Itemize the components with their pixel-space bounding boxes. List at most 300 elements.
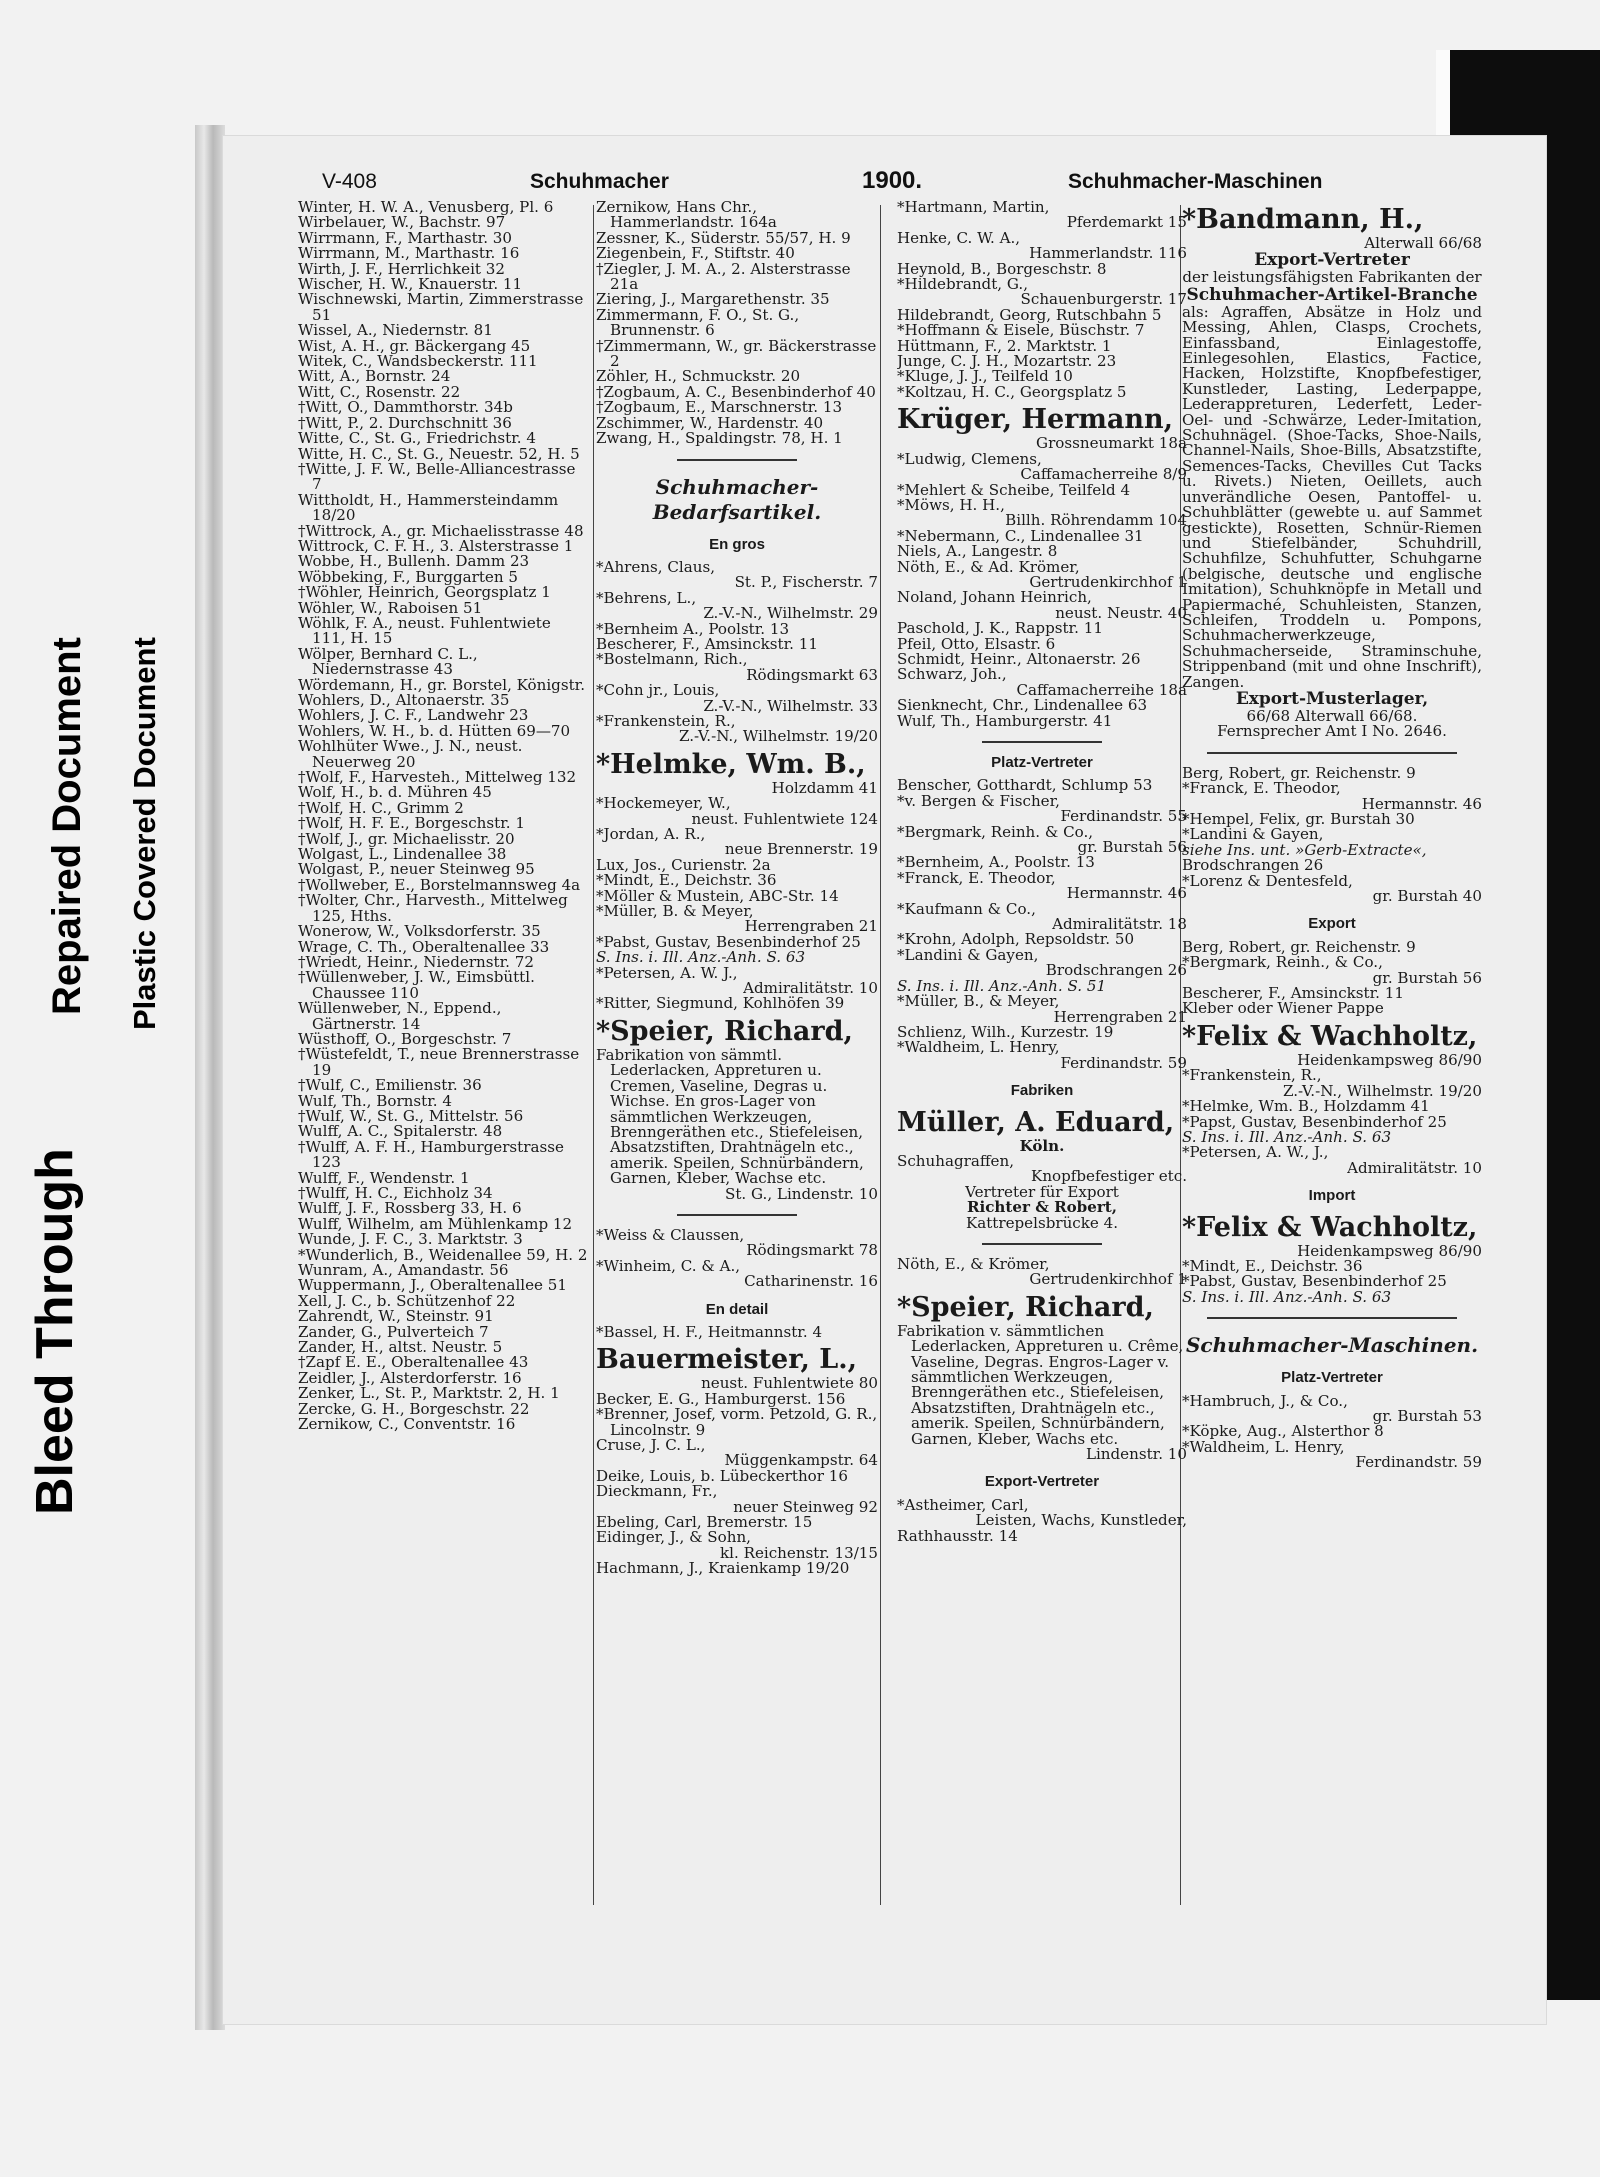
directory-entry: †Wolter, Chr., Harvesth., Mittelweg 125, Hths. — [298, 893, 568, 925]
column-divider — [880, 205, 881, 1905]
entry-address: Gertrudenkirchhof 1 — [1029, 1270, 1187, 1288]
entry-address: Admiralitätstr. 18 — [1052, 915, 1187, 933]
entry-name: Nöth, E., & Ad. Krömer, — [897, 559, 1080, 576]
subheading-export-vertreter: Export-Vertreter — [984, 1473, 1100, 1491]
entry-list — [1182, 940, 1482, 1017]
directory-entry: Wördemann, H., gr. Borstel, Königstr. — [298, 677, 586, 693]
entry-name: *Waldheim, L. Henry, — [1182, 1439, 1345, 1456]
directory-entry: Zimmermann, F. O., St. G., Brunnenstr. 6 — [596, 307, 800, 339]
entry-name: *Frankenstein, R., — [596, 713, 736, 730]
directory-entry: Berg, Robert, gr. Reichenstr. 9 — [1182, 939, 1416, 956]
firm-description: Schuhagraffen, — [897, 1153, 1015, 1170]
directory-entry: Pfeil, Otto, Elsastr. 6 — [897, 636, 1056, 652]
entry-address: Catharinenstr. 16 — [744, 1272, 878, 1290]
directory-entry: Wulf, Th., Bornstr. 4 — [298, 1093, 452, 1109]
directory-entry: Ebeling, Carl, Bremerstr. 15 — [596, 1515, 813, 1531]
directory-entry — [897, 948, 1187, 979]
entry-name: *Bergmark, Reinh., & Co., — [1182, 955, 1383, 972]
entry-list — [596, 796, 878, 1012]
directory-entry: †Zogbaum, A. C., Besenbinderhof 40 — [596, 384, 876, 401]
label-repaired-document: Repaired Document — [45, 637, 89, 1015]
directory-entry: †Witt, P., 2. Durchschnitt 36 — [298, 415, 512, 432]
entry-address: Z.-V.-N., Wilhelmstr. 29 — [703, 604, 878, 622]
directory-entry: †Wolf, F., Harvesteh., Mittelweg 132 — [298, 770, 577, 786]
entry-address: Müggenkampstr. 64 — [724, 1451, 878, 1469]
column-2 — [596, 200, 878, 1577]
directory-entry — [897, 902, 1187, 933]
entry-address: Z.-V.-N., Wilhelmstr. 19/20 — [679, 727, 878, 745]
directory-entry: Wuppermann, J., Oberaltenallee 51 — [298, 1278, 567, 1294]
entry-address: Hermannstr. 46 — [1066, 884, 1187, 902]
entry-address: Gertrudenkirchhof 1 — [1029, 572, 1187, 591]
directory-entry: Wist, A. H., gr. Bäckergang 45 — [298, 338, 531, 355]
entry-address: Caffamacherreihe 8/9 — [1020, 465, 1187, 483]
directory-entry — [897, 200, 1187, 231]
directory-entry: Witt, C., Rosenstr. 22 — [298, 384, 461, 401]
firm-city: Köln. — [1019, 1136, 1065, 1155]
directory-entry: siehe Ins. unt. »Gerb-Extracte«, — [1182, 842, 1427, 859]
entry-name: *Petersen, A. W., J., — [1182, 1145, 1329, 1162]
divider-rule — [1207, 1317, 1457, 1319]
directory-entry: *Hempel, Felix, gr. Burstah 30 — [1182, 812, 1415, 828]
directory-entry — [1182, 1068, 1482, 1099]
entry-name: *Kaufmann & Co., — [897, 901, 1036, 918]
directory-entry: Wunram, A., Amandastr. 56 — [298, 1263, 509, 1279]
entry-address: neust. Fuhlentwiete 124 — [691, 809, 878, 827]
directory-entry: †Wolf, H. C., Grimm 2 — [298, 800, 464, 817]
directory-entry — [897, 871, 1187, 902]
directory-entry: Wittrock, C. F. H., 3. Alsterstrasse 1 — [298, 538, 574, 555]
directory-entry: Becker, E. G., Hamburgerst. 156 — [596, 1391, 846, 1408]
firm-heading: Export-Vertreter — [1254, 250, 1410, 271]
divider-rule — [1207, 752, 1457, 754]
firm-name-bauermeister: Bauermeister, L., — [596, 1344, 858, 1376]
entry-address: Herrengraben 21 — [744, 917, 878, 935]
entry-address: Admiralitätstr. 10 — [1347, 1158, 1482, 1177]
firm-name-speier: *Speier, Richard, — [596, 1015, 853, 1047]
directory-entry — [596, 1259, 878, 1290]
entry-address: St. P., Fischerstr. 7 — [734, 573, 878, 591]
directory-entry — [897, 1040, 1187, 1071]
directory-entry: Wohlhüter Wwe., J. N., neust. Neuerweg 20 — [298, 739, 523, 771]
directory-entry: Deike, Louis, b. Lübeckerthor 16 — [596, 1468, 848, 1485]
directory-entry: Wohlers, W. H., b. d. Hütten 69—70 — [298, 723, 571, 740]
entry-name: *Landini & Gayen, — [897, 947, 1039, 964]
directory-entry: Brodschrangen 26 — [1182, 858, 1324, 874]
directory-entry — [596, 1484, 878, 1515]
directory-entry — [596, 683, 878, 714]
column-4 — [1182, 200, 1482, 1471]
directory-entry: †Witte, J. F. W., Belle-Alliancestrasse 7 — [298, 461, 576, 493]
entry-address: Caffamacherreihe 18a — [1016, 680, 1187, 699]
entry-address: gr. Burstah 56 — [1372, 968, 1482, 987]
directory-entry: Ziering, J., Margarethenstr. 35 — [596, 292, 830, 308]
entry-name: *Müller, B. & Meyer, — [596, 904, 754, 921]
directory-entry: S. Ins. i. Ill. Anz.-Anh. S. 63 — [596, 950, 806, 966]
entry-address: gr. Burstah 56 — [1077, 838, 1187, 856]
directory-entry: Hildebrandt, Georg, Rutschbahn 5 — [897, 307, 1162, 324]
directory-entry: †Ziegler, J. M. A., 2. Alsterstrasse 21a — [596, 261, 851, 293]
entry-address: Z.-V.-N., Wilhelmstr. 19/20 — [1283, 1081, 1482, 1100]
directory-entry: Ziegenbein, F., Stiftstr. 40 — [596, 246, 795, 262]
directory-entry: Berg, Robert, gr. Reichenstr. 9 — [1182, 765, 1416, 782]
subheading-en-gros: En gros — [709, 535, 765, 553]
entry-name: Noland, Johann Heinrich, — [897, 590, 1092, 607]
entry-name: *Astheimer, Carl, — [897, 1497, 1029, 1514]
firm-name-felix: *Felix & Wachholtz, — [1182, 1211, 1478, 1243]
directory-entry: *Bernheim, A., Poolstr. 13 — [897, 855, 1095, 871]
directory-entry: Wirrmann, F., Marthastr. 30 — [298, 230, 512, 247]
entry-list — [897, 778, 1187, 1071]
directory-entry: Wüllenweber, N., Eppend., Gärtnerstr. 14 — [298, 1001, 502, 1032]
subheading-platz-vertreter: Platz-Vertreter — [1281, 1369, 1383, 1387]
directory-entry: *Hoffmann & Eisele, Büschstr. 7 — [897, 323, 1145, 339]
section-title-right: Schuhmacher-Maschinen — [1068, 170, 1323, 193]
directory-entry: *Bassel, H. F., Heitmannstr. 4 — [596, 1324, 823, 1341]
directory-entry: Wüsthoff, O., Borgeschstr. 7 — [298, 1031, 512, 1048]
directory-entry — [1182, 1394, 1482, 1425]
entry-name: *Waldheim, L. Henry, — [897, 1040, 1060, 1057]
firm-name-krueger: Krüger, Hermann, — [897, 404, 1174, 436]
firm-description: als: Agraffen, Absätze in Holz und Messing, Ahlen, Clasps, Crochets, Einfassband, Einlagestoffe, Einlegesohlen, Elastics, Factice, Hacken, Holzstifte, Knopfbefestiger, Kunstleder, Lasting, Lederpappe, Lederappreturen, Lederfett, Leder-Oel- und -Schwärze, Leder-Imitation, Schuhnägel. (Shoe-Tacks, Shoe-Nails, Channel-Nails, Shoe-Bills, Absatzstifte, Semences-Tacks, Chevilles Cut Tacks u. Rivets.) Nieten, Oeillets, auch unverändliche Oesen, Pantoffel- u. Schuhblätter (gewebte u. auf Sammet gestickte), Rosetten, Schnür-Riemen und Stiefelbänder, Schuhdrill, Schuhfilze, Schuhfutter, Schuhgarne (belgische, deutsche und englische Imitation), Schuhknöpfe in Metall und Papiermaché, Schuhleisten, Stanzen, Schleifen, Troddeln u. Pompons, Schuhmacherwerkzeuge, Schuhmacherseide, Straminschuhe, Strippenband (mit und ohne Inschrift), Zangen. — [1182, 304, 1482, 690]
directory-entry: Wittholdt, H., Hammersteindamm 18/20 — [298, 492, 559, 524]
entry-list — [897, 452, 1187, 729]
directory-entry: *Mindt, E., Deichstr. 36 — [596, 873, 777, 889]
directory-entry: Wunde, J. F. C., 3. Marktstr. 3 — [298, 1232, 523, 1248]
directory-entry: Zöhler, H., Schmuckstr. 20 — [596, 369, 801, 385]
directory-entry: Lux, Jos., Curienstr. 2a — [596, 857, 771, 874]
directory-entry: Wissel, A., Niedernstr. 81 — [298, 323, 493, 339]
firm-address: Heidenkampsweg 86/90 — [1297, 1052, 1482, 1069]
directory-entry: Wulff, J. F., Rossberg 33, H. 6 — [298, 1201, 522, 1217]
firm-name-speier: *Speier, Richard, — [897, 1291, 1154, 1323]
firm-description: Fabrikation von sämmtl. Lederlacken, Appreturen u. Cremen, Vaseline, Degras u. Wichse. En gros-Lager von sämmtlichen Werkzeugen, Brenngeräthen etc., Stiefeleisen, Absatzstiften, Drahtnägeln etc., amerik. Speilen, Schnürbändern, Garnen, Kleber, Wachse etc. — [596, 1047, 864, 1187]
entry-list — [897, 200, 1187, 400]
entry-address: Brodschrangen 26 — [1045, 961, 1187, 979]
directory-entry: Wolf, H., b. d. Mühren 45 — [298, 785, 492, 801]
heading-maschinen: Schuhmacher-Maschinen. — [1185, 1333, 1479, 1358]
directory-entry — [897, 825, 1187, 856]
directory-entry: Sienknecht, Chr., Lindenallee 63 — [897, 698, 1148, 714]
directory-entry: Wirrmann, M., Marthastr. 16 — [298, 246, 520, 262]
firm-lager: Export-Musterlager, — [1235, 688, 1429, 709]
directory-entry — [596, 560, 878, 591]
directory-entry — [596, 652, 878, 683]
entry-address: Ferdinandstr. 59 — [1060, 1053, 1187, 1072]
directory-entry — [596, 1438, 878, 1469]
entry-name: *v. Bergen & Fischer, — [897, 793, 1060, 810]
entry-name: *Frankenstein, R., — [1182, 1068, 1322, 1085]
entry-address: Rödingsmarkt 78 — [746, 1241, 878, 1259]
entry-name: *Cohn jr., Louis, — [596, 683, 720, 700]
directory-entry — [1182, 874, 1482, 905]
label-bleed-through: Bleed Through — [26, 1148, 84, 1515]
entry-name: *Petersen, A. W. J., — [596, 965, 738, 982]
divider-rule — [982, 741, 1102, 743]
directory-entry — [1182, 1440, 1482, 1471]
firm-agent: Richter & Robert, — [966, 1198, 1118, 1217]
directory-entry: Zessner, K., Süderstr. 55/57, H. 9 — [596, 230, 851, 247]
entry-list — [596, 1392, 878, 1577]
column-3 — [897, 200, 1187, 1544]
directory-entry: Witek, C., Wandsbeckerstr. 111 — [298, 354, 538, 370]
directory-entry: Zercke, G. H., Borgeschstr. 22 — [298, 1401, 530, 1418]
entry-address: neuer Steinweg 92 — [733, 1497, 878, 1516]
directory-entry: †Wittrock, A., gr. Michaelisstrasse 48 — [298, 523, 584, 539]
directory-entry: †Wulf, W., St. G., Mittelstr. 56 — [298, 1108, 524, 1125]
entry-address: gr. Burstah 40 — [1372, 887, 1482, 905]
firm-description: Fabrikation v. sämmtlichen Lederlacken, Appreturen u. Crême, Vaseline, Degras. Engros-Lager v. sämmtlichen Werkzeugen, Brenngeräthen etc., Stiefeleisen, Absatzstiften, Drahtnägeln etc., amerik. Speilen, Schnürbändern, Garnen, Kleber, Wachs etc. — [897, 1323, 1184, 1448]
directory-entry: Benscher, Gotthardt, Schlump 53 — [897, 778, 1153, 794]
entry-list — [897, 1498, 1187, 1544]
entry-list — [596, 1325, 878, 1340]
divider-rule — [677, 459, 797, 461]
directory-entry — [897, 1498, 1187, 1529]
directory-entry: Zander, G., Pulverteich 7 — [298, 1324, 489, 1341]
directory-entry — [1182, 781, 1482, 812]
directory-entry: S. Ins. i. Ill. Anz.-Anh. S. 63 — [1182, 1289, 1392, 1306]
directory-entry — [897, 590, 1187, 621]
directory-entry: Wonerow, W., Volksdorferstr. 35 — [298, 924, 541, 940]
entry-name: *Jordan, A. R., — [596, 827, 706, 843]
directory-entry: Wöhler, W., Raboisen 51 — [298, 600, 483, 616]
directory-entry: Witt, A., Bornstr. 24 — [298, 369, 451, 385]
entry-name: *Hildebrandt, G., — [897, 277, 1028, 294]
directory-entry: Xell, J. C., b. Schützenhof 22 — [298, 1293, 516, 1310]
entry-list — [1182, 766, 1482, 905]
entry-name: *Franck, E. Theodor, — [897, 870, 1056, 887]
entry-address: neue Brennerstr. 19 — [724, 840, 878, 858]
entry-address: kl. Reichenstr. 13/15 — [720, 1543, 878, 1562]
entry-address: Hammerlandstr. 116 — [1029, 244, 1187, 262]
directory-entry: Bescherer, F., Amsinckstr. 11 — [596, 636, 818, 653]
directory-entry — [596, 796, 878, 827]
directory-entry: †Wulff, H. C., Eichholz 34 — [298, 1186, 493, 1202]
directory-entry — [897, 231, 1187, 262]
entry-name: Dieckmann, Fr., — [596, 1484, 718, 1501]
entry-list — [897, 1257, 1187, 1288]
directory-entry — [897, 1257, 1187, 1288]
entry-name: Eidinger, J., & Sohn, — [596, 1530, 751, 1547]
directory-entry: *Bernheim A., Poolstr. 13 — [596, 621, 790, 637]
directory-entry: †Zapf E. E., Oberaltenallee 43 — [298, 1355, 529, 1371]
directory-entry: Junge, C. J. H., Mozartstr. 23 — [897, 354, 1117, 370]
directory-entry: *Mindt, E., Deichstr. 36 — [1182, 1258, 1363, 1275]
directory-entry: Wulf, Th., Hamburgerstr. 41 — [897, 713, 1113, 729]
directory-entry: *Möller & Mustein, ABC-Str. 14 — [596, 888, 839, 905]
entry-name: *Ludwig, Clemens, — [897, 451, 1042, 468]
directory-entry — [596, 827, 878, 858]
directory-entry: †Wöhler, Heinrich, Georgsplatz 1 — [298, 585, 551, 601]
directory-entry: Wölper, Bernhard C. L., Niedernstrasse 43 — [298, 646, 478, 678]
directory-entry — [596, 966, 878, 997]
entry-name: *Winheim, C. & A., — [596, 1258, 741, 1275]
firm-note: Vertreter für Export — [965, 1182, 1119, 1201]
directory-entry — [897, 277, 1187, 308]
divider-rule — [677, 1214, 797, 1216]
directory-entry: *Krohn, Adolph, Repsoldstr. 50 — [897, 932, 1135, 948]
entry-name: *Möws, H. H., — [897, 497, 1005, 514]
directory-entry: *Helmke, Wm. B., Holzdamm 41 — [1182, 1099, 1430, 1115]
directory-entry: S. Ins. i. Ill. Anz.-Anh. S. 51 — [897, 978, 1107, 995]
directory-entry: Zander, H., altst. Neustr. 5 — [298, 1340, 503, 1356]
directory-entry: †Wollweber, E., Borstelmannsweg 4a — [298, 877, 581, 894]
directory-entry: Winter, H. W. A., Venusberg, Pl. 6 — [298, 200, 554, 216]
entry-name: *Weiss & Claussen, — [596, 1227, 745, 1244]
directory-entry: *Brenner, Josef, vorm. Petzold, G. R., Lincolnstr. 9 — [596, 1407, 878, 1438]
firm-branche: Schuhmacher-Artikel-Branche — [1186, 284, 1478, 305]
entry-name: Henke, C. W. A., — [897, 230, 1021, 247]
directory-entry: Bescherer, F., Amsinckstr. 11 — [1182, 986, 1404, 1002]
directory-entry: Wrage, C. Th., Oberaltenallee 33 — [298, 939, 550, 955]
firm-address: Kattrepelsbrücke 4. — [965, 1213, 1119, 1232]
directory-entry: Wischnewski, Martin, Zimmerstrasse 51 — [298, 292, 584, 324]
directory-entry: *Köpke, Aug., Alsterthor 8 — [1182, 1424, 1384, 1440]
directory-entry — [897, 994, 1187, 1025]
directory-entry — [596, 1228, 878, 1259]
directory-entry — [897, 452, 1187, 483]
directory-entry: S. Ins. i. Ill. Anz.-Anh. S. 63 — [1182, 1129, 1392, 1146]
directory-entry: Wolgast, P., neuer Steinweg 95 — [298, 862, 535, 878]
firm-address: 66/68 Alterwall 66/68. — [1246, 706, 1418, 725]
directory-entry: Heynold, B., Borgeschstr. 8 — [897, 261, 1107, 278]
column-divider — [593, 205, 594, 1905]
entry-address: neust. Neustr. 40 — [1055, 603, 1187, 622]
entry-name: *Bergmark, Reinh. & Co., — [897, 824, 1094, 841]
directory-entry: †Wüstefeldt, T., neue Brennerstrasse 19 — [298, 1047, 580, 1079]
directory-entry: Wöbbeking, F., Burggarten 5 — [298, 569, 518, 586]
directory-entry: Niels, A., Langestr. 8 — [897, 544, 1058, 560]
label-plastic-covered: Plastic Covered Document — [127, 637, 162, 1030]
directory-entry: Zernikow, Hans Chr., Hammerlandstr. 164a — [596, 200, 777, 231]
firm-subheading: der leistungsfähigsten Fabrikanten der — [1182, 268, 1482, 287]
entry-address: Z.-V.-N., Wilhelmstr. 33 — [703, 696, 878, 714]
directory-entry: Wulff, A. C., Spitalerstr. 48 — [298, 1124, 503, 1140]
directory-entry: Wolgast, L., Lindenallee 38 — [298, 847, 507, 863]
entry-name: *Hartmann, Martin, — [897, 200, 1050, 216]
directory-entry — [897, 560, 1187, 591]
entry-address: Rödingsmarkt 63 — [746, 665, 878, 684]
directory-entry: Kleber oder Wiener Pappe — [1182, 1001, 1384, 1017]
directory-entry — [596, 1530, 878, 1561]
directory-entry: Zschimmer, W., Hardenstr. 40 — [596, 415, 824, 432]
firm-description: Knopfbefestiger etc. — [1031, 1169, 1187, 1185]
entry-list — [1182, 1394, 1482, 1471]
entry-list — [1182, 1068, 1482, 1176]
entry-address: Herrengraben 21 — [1053, 1007, 1187, 1025]
entry-list — [596, 560, 878, 745]
directory-entry: †Zimmermann, W., gr. Bäckerstrasse 2 — [596, 338, 877, 370]
directory-entry — [1182, 1145, 1482, 1176]
heading-bedarfsartikel: Schuhmacher-Bedarfsartikel. — [652, 474, 822, 524]
firm-address: Lindenstr. 10 — [1085, 1447, 1187, 1463]
firm-address: Heidenkampsweg 86/90 — [1297, 1243, 1482, 1259]
directory-entry: Wischer, H. W., Knauerstr. 11 — [298, 277, 523, 293]
directory-entry: Zernikow, C., Conventstr. 16 — [298, 1417, 516, 1433]
directory-entry: Wirbelauer, W., Bachstr. 97 — [298, 215, 506, 231]
subheading-platz-vertreter: Platz-Vertreter — [991, 754, 1093, 771]
entry-address: Pferdemarkt 15 — [1066, 213, 1187, 231]
directory-entry: Zeidler, J., Alsterdorferstr. 16 — [298, 1370, 522, 1387]
entry-list — [1182, 1259, 1482, 1305]
entry-name: *Lorenz & Dentesfeld, — [1182, 873, 1353, 890]
directory-entry: †Wolf, H. F. E., Borgeschstr. 1 — [298, 816, 525, 832]
column-1 — [298, 200, 588, 1433]
directory-entry: Witte, C., St. G., Friedrichstr. 4 — [298, 431, 536, 447]
section-title-left: Schuhmacher — [530, 170, 669, 193]
entry-address: Admiralitätstr. 10 — [743, 979, 878, 997]
directory-entry: *Ritter, Siegmund, Kohlhöfen 39 — [596, 996, 845, 1012]
entry-address: gr. Burstah 53 — [1372, 1406, 1482, 1425]
subheading-en-detail: En detail — [705, 1300, 769, 1318]
directory-entry: *Landini & Gayen, — [1182, 827, 1324, 843]
directory-entry: †Zogbaum, E., Marschnerstr. 13 — [596, 400, 843, 416]
directory-entry: Wobbe, H., Bullenh. Damm 23 — [298, 554, 530, 570]
directory-entry — [596, 591, 878, 622]
directory-entry: *Papst, Gustav, Besenbinderhof 25 — [1182, 1114, 1447, 1130]
book-binding — [195, 125, 225, 2030]
entry-name: Nöth, E., & Krömer, — [897, 1256, 1050, 1273]
directory-entry: *Pabst, Gustav, Besenbinderhof 25 — [596, 934, 861, 951]
directory-entry: Schmidt, Heinr., Altonaerstr. 26 — [897, 651, 1141, 668]
directory-entry: †Wriedt, Heinr., Niedernstr. 72 — [298, 954, 534, 971]
entry-list — [596, 200, 878, 447]
entry-name: *Hockemeyer, W., — [596, 796, 731, 813]
firm-address: Holzdamm 41 — [771, 780, 878, 797]
directory-entry — [897, 667, 1187, 698]
entry-name: *Hambruch, J., & Co., — [1182, 1393, 1348, 1410]
directory-entry: *Kluge, J. J., Teilfeld 10 — [897, 369, 1073, 385]
entry-address: Billh. Röhrendamm 104 — [1005, 511, 1187, 529]
directory-entry: Wöhlk, F. A., neust. Fuhlentwiete 111, H. 15 — [298, 615, 551, 647]
entry-name: Schwarz, Joh., — [897, 667, 1007, 684]
subheading-export: Export — [1308, 915, 1356, 933]
entry-name: *Ahrens, Claus, — [596, 559, 716, 576]
directory-entry: †Wolf, J., gr. Michaelisstr. 20 — [298, 831, 515, 848]
firm-name-felix: *Felix & Wachholtz, — [1182, 1020, 1478, 1052]
directory-entry: Wulff, F., Wendenstr. 1 — [298, 1170, 470, 1186]
directory-entry — [1182, 955, 1482, 986]
directory-entry: †Wüllenweber, J. W., Eimsbüttl. Chaussee 110 — [298, 970, 535, 1002]
subheading-import: Import — [1308, 1187, 1356, 1205]
directory-entry — [596, 904, 878, 935]
directory-entry: *Koltzau, H. C., Georgsplatz 5 — [897, 384, 1127, 401]
entry-list — [596, 1228, 878, 1290]
entry-address: Ferdinandstr. 59 — [1355, 1453, 1482, 1471]
directory-entry: *Pabst, Gustav, Besenbinderhof 25 — [1182, 1274, 1447, 1290]
entry-address: Schauenburgerstr. 17 — [1020, 290, 1187, 308]
directory-entry: Wirth, J. F., Herrlichkeit 32 — [298, 261, 505, 278]
directory-entry: *Nebermann, C., Lindenallee 31 — [897, 528, 1144, 545]
directory-entry: *Wunderlich, B., Weidenallee 59, H. 2 — [298, 1247, 588, 1264]
subheading-fabriken: Fabriken — [1010, 1082, 1074, 1100]
entry-name: *Franck, E. Theodor, — [1182, 781, 1341, 798]
directory-entry: Hachmann, J., Kraienkamp 19/20 — [596, 1561, 850, 1577]
firm-address: neust. Fuhlentwiete 80 — [701, 1376, 878, 1392]
directory-entry: Witte, H. C., St. G., Neuestr. 52, H. 5 — [298, 446, 580, 462]
firm-address: Alterwall 66/68 — [1364, 236, 1482, 252]
firm-name-bandmann: *Bandmann, H., — [1182, 204, 1424, 235]
entry-name: *Behrens, L., — [596, 590, 697, 607]
firm-phone: Fernsprecher Amt I No. 2646. — [1217, 722, 1447, 741]
directory-entry: †Wulff, A. F. H., Hamburgerstrasse 123 — [298, 1139, 564, 1171]
firm-name-mueller: Müller, A. Eduard, — [897, 1106, 1175, 1138]
entry-address: Ferdinandstr. 55 — [1060, 807, 1187, 825]
directory-entry — [596, 714, 878, 745]
firm-name-helmke: *Helmke, Wm. B., — [596, 748, 866, 780]
firm-address: Grossneumarkt 18a — [1036, 436, 1187, 452]
directory-entry: Schlienz, Wilh., Kurzestr. 19 — [897, 1024, 1114, 1041]
